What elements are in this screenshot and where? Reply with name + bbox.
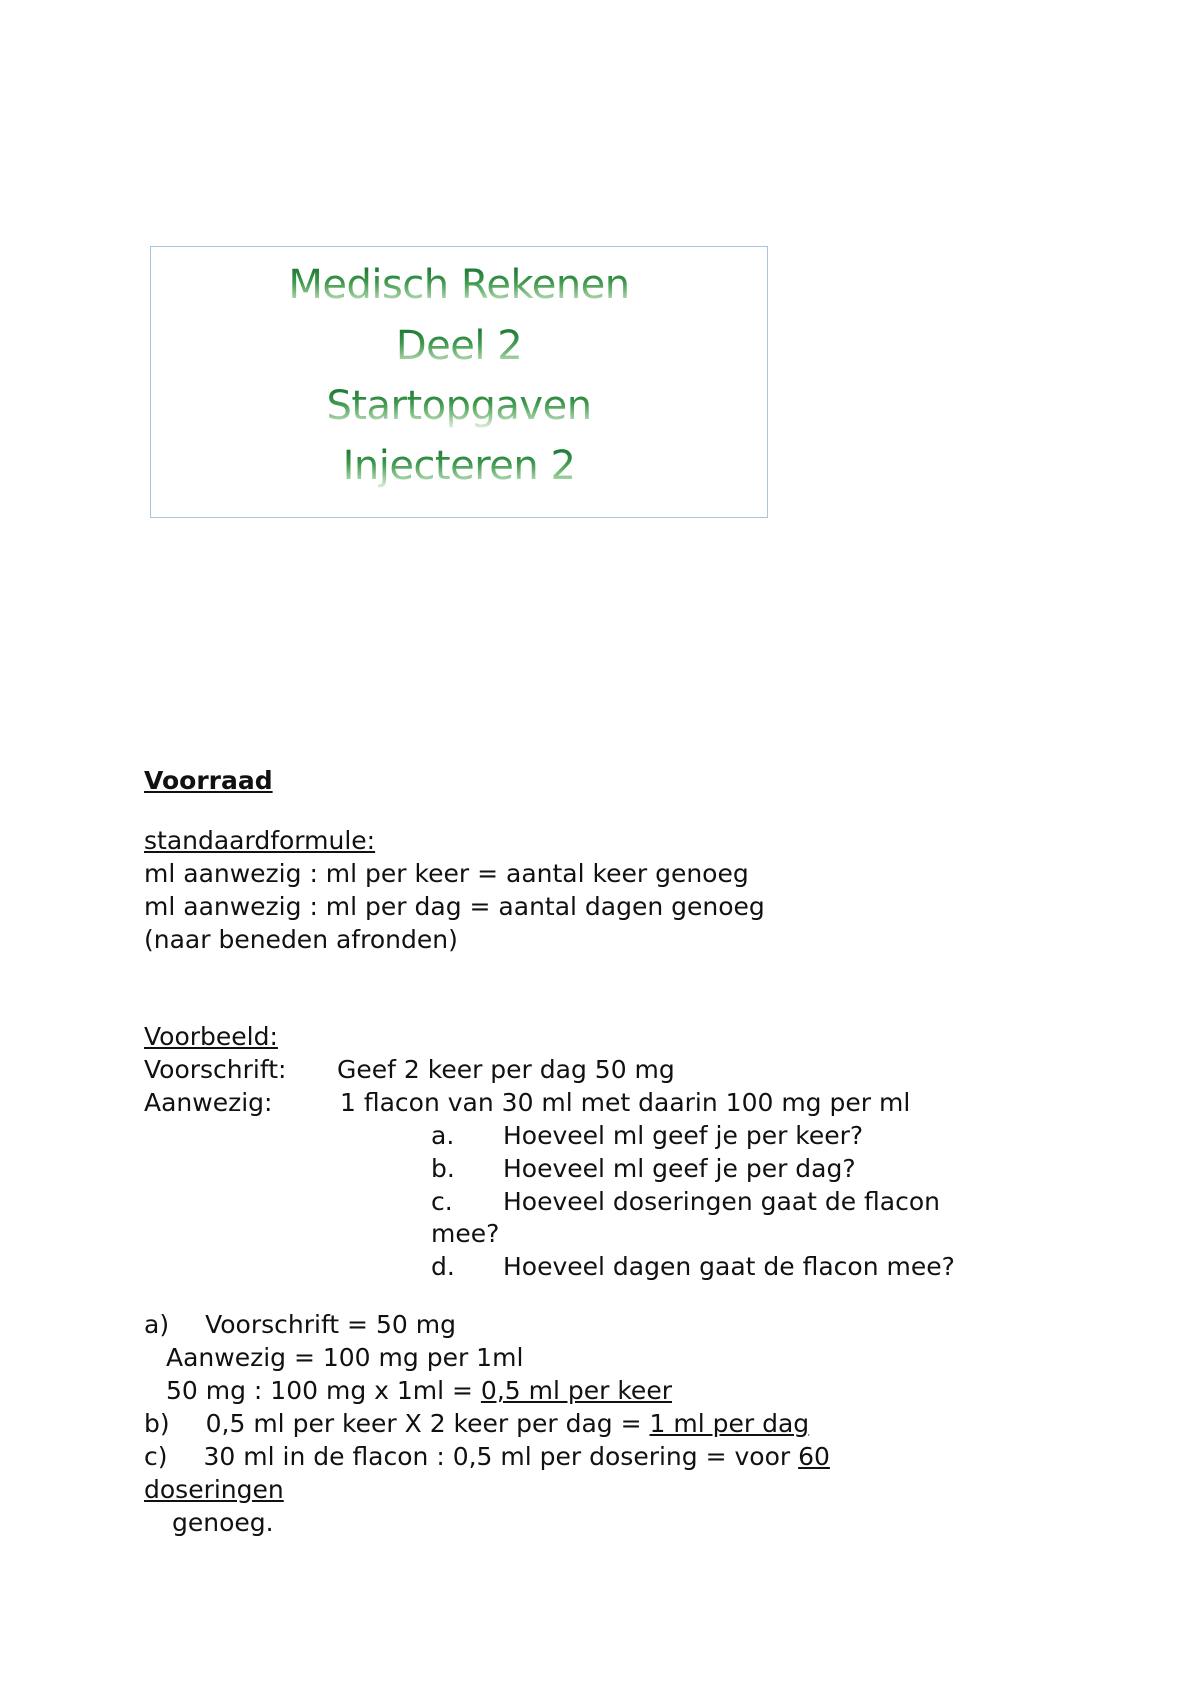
title-line-3: Startopgaven — [151, 383, 767, 429]
question-letter: a. — [431, 1121, 455, 1150]
answer-b — [144, 1407, 809, 1440]
question-text: Hoeveel dagen gaat de flacon mee? — [503, 1252, 955, 1281]
question-a — [144, 1119, 1094, 1152]
formula-note: (naar beneden afronden) — [144, 925, 458, 954]
question-text: Hoeveel ml geef je per dag? — [503, 1154, 856, 1183]
question-c-wrap: mee? — [431, 1219, 500, 1248]
answer-c-prefix: c) — [144, 1442, 168, 1471]
formula-label: standaardformule: — [144, 826, 376, 855]
answer-b-calc: 0,5 ml per keer X 2 keer per dag = — [205, 1409, 650, 1438]
section-heading: Voorraad — [144, 766, 273, 795]
answer-a-voorschrift: Voorschrift = 50 mg — [205, 1310, 456, 1339]
title-line-4: Injecteren 2 — [151, 443, 767, 489]
answer-c-calc: 30 ml in de flacon : 0,5 ml per dosering = voor — [203, 1442, 799, 1471]
answer-c-result-wrap: doseringen — [144, 1475, 284, 1504]
title-line-1: Medisch Rekenen — [151, 262, 767, 308]
answer-b-result: 1 ml per dag — [649, 1409, 810, 1438]
title-line-2: Deel 2 — [151, 323, 767, 369]
aanwezig-row — [144, 1086, 910, 1119]
question-letter: c. — [431, 1187, 453, 1216]
voorschrift-row — [144, 1053, 675, 1086]
formula-line-2: ml aanwezig : ml per dag = aantal dagen genoeg — [144, 892, 765, 921]
formula-line-1: ml aanwezig : ml per keer = aantal keer genoeg — [144, 859, 749, 888]
answer-c-tail: genoeg. — [172, 1508, 274, 1537]
answer-a-line-3 — [166, 1374, 672, 1407]
title-box — [150, 246, 768, 518]
answer-a-prefix: a) — [144, 1310, 170, 1339]
question-b — [144, 1152, 1094, 1185]
aanwezig-value: 1 flacon van 30 ml met daarin 100 mg per ml — [340, 1088, 911, 1117]
question-c — [144, 1185, 1094, 1218]
answer-a-line-1 — [144, 1308, 456, 1341]
example-label: Voorbeeld: — [144, 1022, 278, 1051]
question-letter: b. — [431, 1154, 455, 1183]
question-d — [144, 1250, 1094, 1283]
answer-a-result: 0,5 ml per keer — [480, 1376, 672, 1405]
answer-c-result: 60 — [798, 1442, 830, 1471]
answer-a-line-2: Aanwezig = 100 mg per 1ml — [166, 1343, 524, 1372]
voorschrift-label: Voorschrift: — [144, 1055, 287, 1084]
question-text: Hoeveel doseringen gaat de flacon — [503, 1187, 941, 1216]
answer-b-prefix: b) — [144, 1409, 170, 1438]
question-text: Hoeveel ml geef je per keer? — [503, 1121, 864, 1150]
answer-a-calc: 50 mg : 100 mg x 1ml = — [166, 1376, 481, 1405]
answer-c — [144, 1440, 830, 1473]
voorschrift-value: Geef 2 keer per dag 50 mg — [337, 1055, 675, 1084]
aanwezig-label: Aanwezig: — [144, 1088, 273, 1117]
question-letter: d. — [431, 1252, 455, 1281]
